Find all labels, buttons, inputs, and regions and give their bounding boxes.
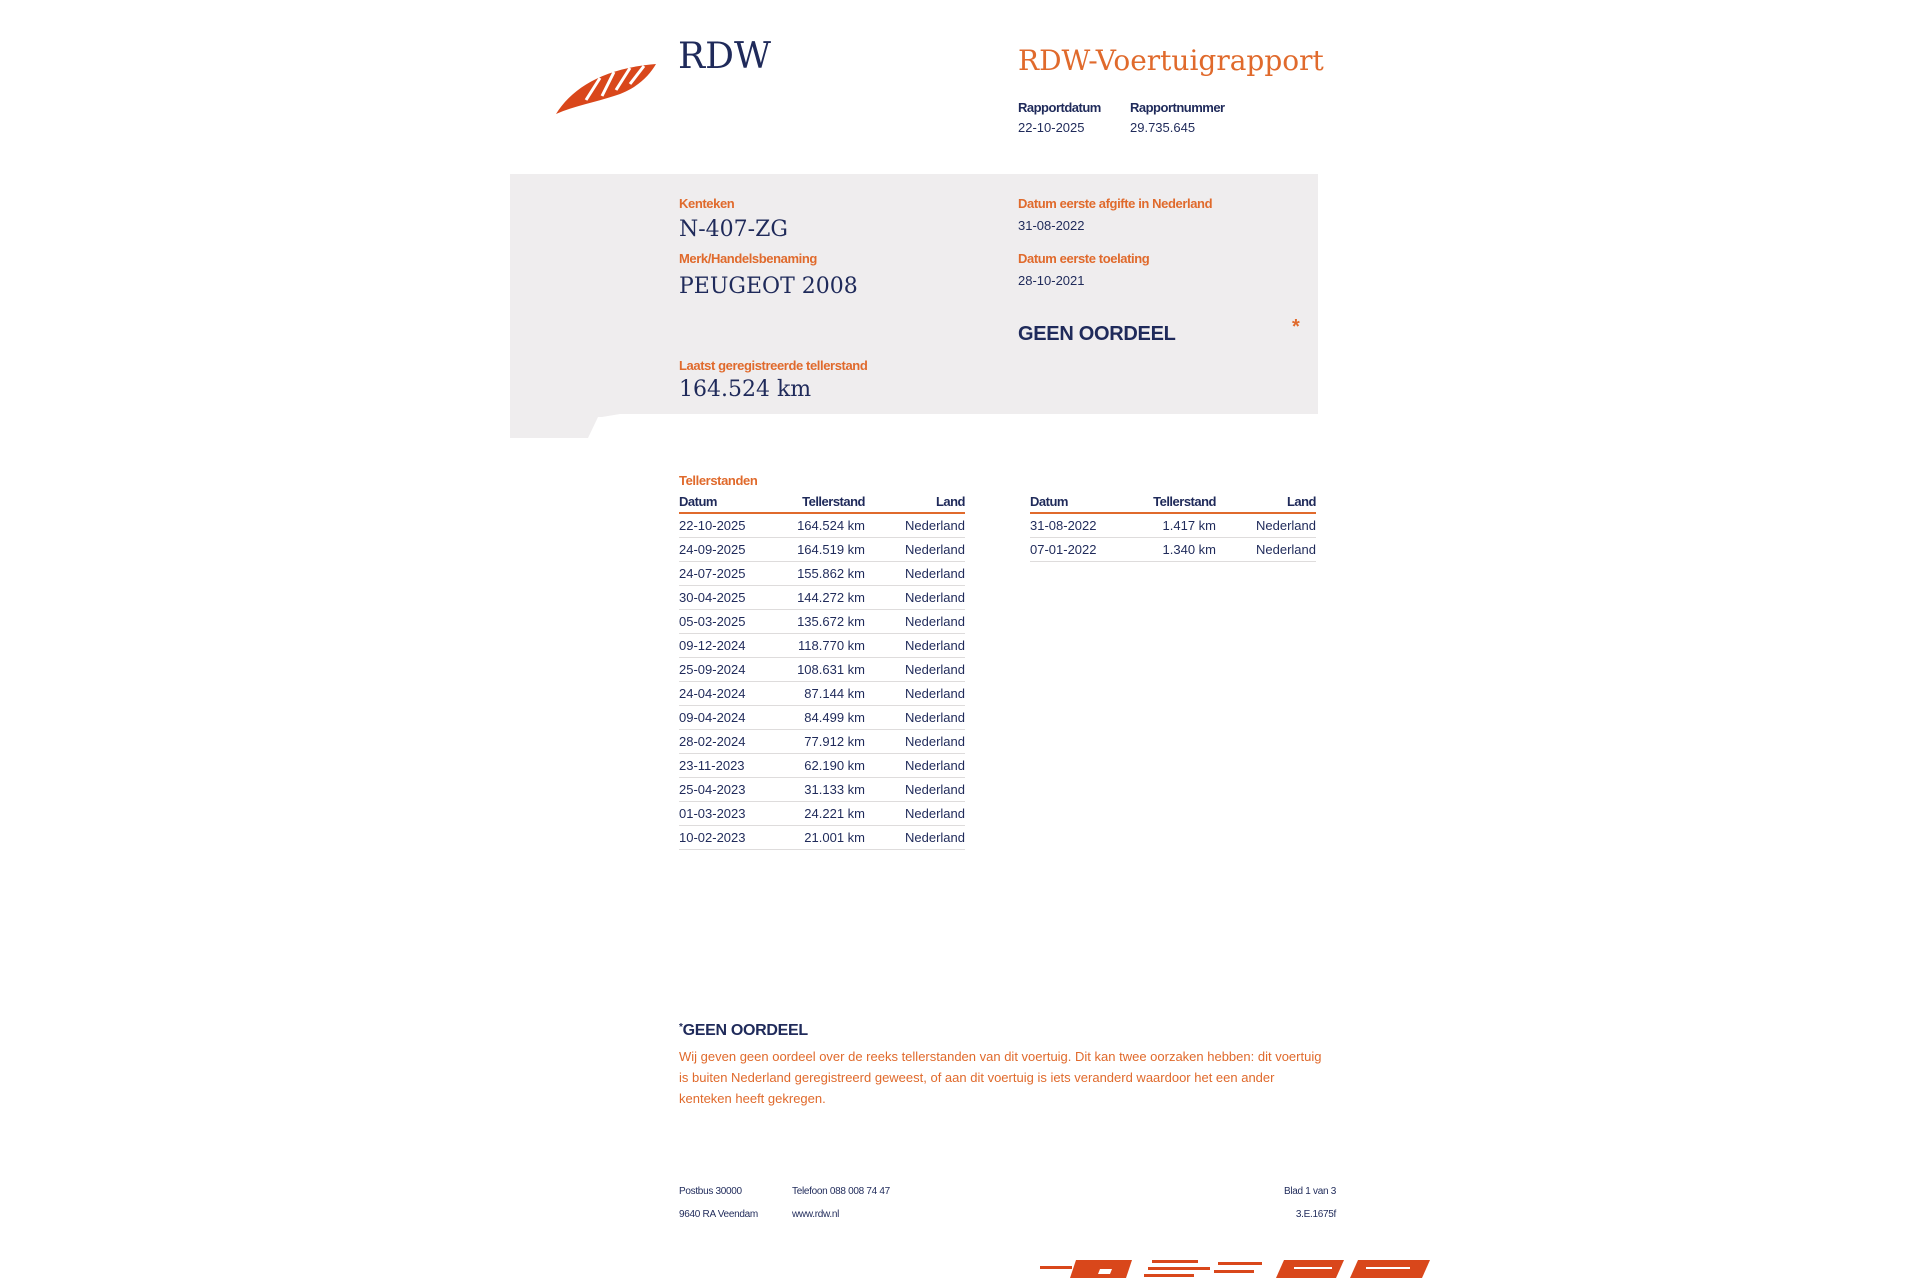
cell-country: Nederland [1216, 513, 1316, 538]
table-row [679, 706, 965, 730]
readings-title: Tellerstanden [679, 473, 758, 488]
report-title: RDW-Voertuigrapport [1018, 44, 1324, 77]
header-date: Datum [679, 494, 779, 513]
note-text: Wij geven geen oordeel over de reeks tellerstanden van dit voertuig. Dit kan twee oorzaken hebben: dit voertuig is buiten Nederland geregistreerd geweest, of aan dit voertuig is iets veranderd waardoor het een ander kenteken heeft gekregen. [679, 1049, 1322, 1106]
cell-date: 10-02-2023 [679, 826, 779, 850]
cell-date: 31-08-2022 [1030, 513, 1130, 538]
report-date: 22-10-2025 [1018, 120, 1085, 135]
cell-date: 25-09-2024 [679, 658, 779, 682]
table-row [679, 802, 965, 826]
readings-table-right [1030, 494, 1316, 562]
cell-reading: 164.519 km [779, 538, 865, 562]
cell-date: 01-03-2023 [679, 802, 779, 826]
logo-text: RDW [678, 36, 771, 77]
make-value: PEUGEOT 2008 [679, 274, 858, 299]
cell-country: Nederland [865, 754, 965, 778]
odometer-label: Laatst geregistreerde tellerstand [679, 358, 868, 373]
cell-country: Nederland [865, 538, 965, 562]
cell-reading: 62.190 km [779, 754, 865, 778]
cell-date: 09-04-2024 [679, 706, 779, 730]
header-reading: Tellerstand [1130, 494, 1216, 513]
first-nl-label: Datum eerste afgifte in Nederland [1018, 196, 1213, 211]
footer-phone: Telefoon 088 008 74 47 [792, 1186, 890, 1197]
cell-country: Nederland [1216, 538, 1316, 562]
cell-reading: 1.417 km [1130, 513, 1216, 538]
cell-reading: 108.631 km [779, 658, 865, 682]
cell-reading: 144.272 km [779, 586, 865, 610]
cell-reading: 31.133 km [779, 778, 865, 802]
header-date: Datum [1030, 494, 1130, 513]
cell-country: Nederland [865, 586, 965, 610]
verdict-mark: * [1292, 316, 1300, 338]
cell-country: Nederland [865, 513, 965, 538]
cell-country: Nederland [865, 682, 965, 706]
cell-reading: 164.524 km [779, 513, 865, 538]
cell-reading: 155.862 km [779, 562, 865, 586]
cell-country: Nederland [865, 802, 965, 826]
cell-reading: 87.144 km [779, 682, 865, 706]
cell-country: Nederland [865, 562, 965, 586]
cell-reading: 84.499 km [779, 706, 865, 730]
table-row [679, 682, 965, 706]
report-number: 29.735.645 [1130, 120, 1196, 135]
cell-date: 24-04-2024 [679, 682, 779, 706]
table-row [679, 610, 965, 634]
readings-table-left [679, 494, 965, 850]
table-row [679, 562, 965, 586]
first-admission-value: 28-10-2021 [1018, 273, 1085, 288]
cell-country: Nederland [865, 706, 965, 730]
cell-country: Nederland [865, 778, 965, 802]
first-admission-label: Datum eerste toelating [1018, 251, 1150, 266]
cell-date: 28-02-2024 [679, 730, 779, 754]
table-row [679, 826, 965, 850]
rdw-stripes-graphic-icon [1040, 1258, 1430, 1280]
first-nl-value: 31-08-2022 [1018, 218, 1085, 233]
footer-page: Blad 1 van 3 [1284, 1186, 1336, 1197]
cell-reading: 21.001 km [779, 826, 865, 850]
header-reading: Tellerstand [779, 494, 865, 513]
table-row [679, 513, 965, 538]
panel-corner-cut [510, 414, 620, 438]
cell-date: 22-10-2025 [679, 513, 779, 538]
odometer-value: 164.524 km [679, 377, 812, 402]
cell-date: 07-01-2022 [1030, 538, 1130, 562]
footer-address-1: Postbus 30000 [679, 1186, 742, 1197]
cell-country: Nederland [865, 634, 965, 658]
cell-reading: 135.672 km [779, 610, 865, 634]
table-row [1030, 538, 1316, 562]
cell-date: 09-12-2024 [679, 634, 779, 658]
footer-address-2: 9640 RA Veendam [679, 1209, 758, 1220]
table-row [679, 586, 965, 610]
cell-country: Nederland [865, 826, 965, 850]
table-row [679, 658, 965, 682]
plate-value: N-407-ZG [679, 217, 788, 242]
table-row [679, 730, 965, 754]
cell-reading: 77.912 km [779, 730, 865, 754]
cell-reading: 1.340 km [1130, 538, 1216, 562]
header-country: Land [1216, 494, 1316, 513]
table-row [679, 538, 965, 562]
cell-reading: 118.770 km [779, 634, 865, 658]
table-row [679, 634, 965, 658]
cell-date: 25-04-2023 [679, 778, 779, 802]
cell-date: 05-03-2025 [679, 610, 779, 634]
report-date-label: Rapportdatum [1018, 100, 1101, 115]
cell-date: 24-07-2025 [679, 562, 779, 586]
plate-label: Kenteken [679, 196, 735, 211]
note-title [679, 1022, 808, 1040]
footer-code: 3.E.1675f [1295, 1209, 1336, 1220]
cell-date: 24-09-2025 [679, 538, 779, 562]
report-number-label: Rapportnummer [1130, 100, 1225, 115]
rdw-feather-logo-icon [552, 56, 662, 116]
footer-website: www.rdw.nl [792, 1209, 840, 1220]
table-row [679, 754, 965, 778]
cell-country: Nederland [865, 658, 965, 682]
header-country: Land [865, 494, 965, 513]
note-title-text: GEEN OORDEEL [682, 1022, 808, 1039]
note-mark: * [679, 1022, 683, 1033]
cell-date: 23-11-2023 [679, 754, 779, 778]
table-header-row [1030, 494, 1316, 513]
make-label: Merk/Handelsbenaming [679, 251, 817, 266]
verdict: GEEN OORDEEL [1018, 323, 1176, 345]
table-row [679, 778, 965, 802]
cell-country: Nederland [865, 730, 965, 754]
table-row [1030, 513, 1316, 538]
cell-reading: 24.221 km [779, 802, 865, 826]
table-header-row [679, 494, 965, 513]
cell-country: Nederland [865, 610, 965, 634]
cell-date: 30-04-2025 [679, 586, 779, 610]
